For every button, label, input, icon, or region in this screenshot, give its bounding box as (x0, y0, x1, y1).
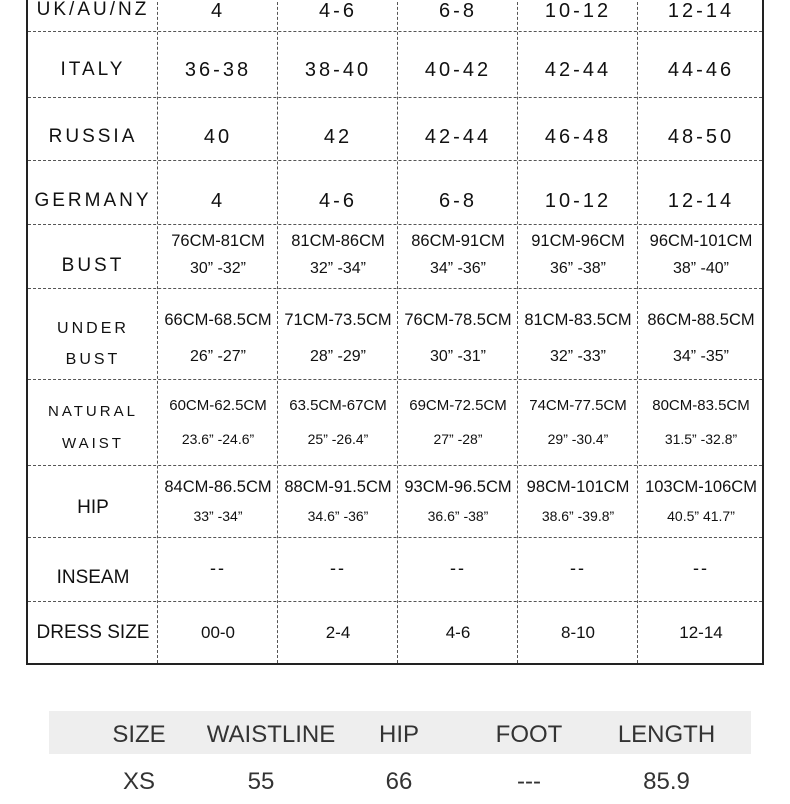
cell (278, 0, 398, 31)
measurement-table-header (49, 711, 751, 754)
chart-row-bust (28, 224, 762, 289)
cell (398, 0, 518, 31)
column-divider (517, 0, 518, 663)
cell (518, 160, 638, 224)
cell-inch-value: 36” -38” (549, 260, 607, 277)
cell (518, 0, 638, 31)
cell (158, 601, 278, 663)
cell-cm-value: 81CM-83.5CM (524, 311, 632, 329)
cell-cm-value: 91CM-96CM (531, 232, 625, 250)
row-label-cell (28, 537, 158, 601)
cell-inch-value: 36.6” -38” (427, 508, 489, 524)
cell (158, 160, 278, 224)
row-label-cell (28, 379, 158, 465)
cell-inch-value: 32” -34” (309, 260, 367, 277)
size-conversion-chart (26, 0, 764, 665)
cell-value: 12-14 (667, 190, 735, 212)
chart-row-hip (28, 465, 762, 538)
cell-inch-value: 23.6” -24.6” (181, 431, 255, 447)
cell-value: -- (450, 558, 466, 578)
cell-cm-value: 63.5CM-67CM (289, 397, 387, 414)
cell-value: 10-12 (544, 190, 612, 212)
header-hip: HIP (378, 721, 419, 748)
cell (638, 224, 764, 288)
table-row (49, 760, 751, 804)
cell (158, 537, 278, 601)
cell-inch-value: 33” -34” (193, 508, 243, 524)
cell-value: -- (210, 558, 226, 578)
row-label-cell (28, 160, 158, 224)
cell-inch-value: 38.6” -39.8” (541, 508, 615, 524)
cell (638, 465, 764, 537)
cell-value: 44-46 (667, 59, 735, 81)
cell (638, 601, 764, 663)
cell-cm-value: 69CM-72.5CM (409, 397, 507, 414)
cell-value: 40-42 (424, 59, 492, 81)
column-divider (397, 0, 398, 663)
row-label-cell (28, 0, 158, 31)
cell (398, 224, 518, 288)
row-label: BUST (65, 351, 121, 368)
cell (278, 97, 398, 160)
cell-value: 4-6 (319, 190, 357, 212)
cell (278, 224, 398, 288)
chart-row-under-bust (28, 288, 762, 380)
cell-value: 42 (323, 126, 353, 148)
chart-row-inseam (28, 537, 762, 602)
cell (398, 160, 518, 224)
header-waistline: WAISTLINE (206, 721, 336, 748)
cell-foot: --- (517, 768, 541, 795)
cell (638, 0, 764, 31)
cell (278, 465, 398, 537)
cell-inch-value: 30” -32” (189, 260, 247, 277)
row-label: NATURAL (48, 403, 138, 420)
cell (518, 601, 638, 663)
cell (518, 537, 638, 601)
cell (638, 288, 764, 379)
cell (278, 601, 398, 663)
cell-inch-value: 32” -33” (549, 348, 607, 365)
cell-inch-value: 28” -29” (309, 348, 367, 365)
cell-cm-value: 88CM-91.5CM (284, 478, 392, 496)
cell-cm-value: 98CM-101CM (526, 478, 630, 496)
chart-row-natural-waist (28, 379, 762, 466)
cell (278, 31, 398, 97)
header-size: SIZE (112, 721, 166, 748)
cell-inch-value: 34.6” -36” (307, 508, 369, 524)
cell (518, 224, 638, 288)
cell-cm-value: 74CM-77.5CM (529, 397, 627, 414)
cell (638, 31, 764, 97)
cell-inch-value: 34” -36” (429, 260, 487, 277)
cell-value: 6-8 (439, 190, 477, 212)
cell-value: 00-0 (200, 623, 236, 642)
cell-cm-value: 76CM-78.5CM (404, 311, 512, 329)
cell-value: 48-50 (667, 126, 735, 148)
cell (518, 465, 638, 537)
cell (398, 97, 518, 160)
row-label: HIP (77, 497, 109, 518)
cell (278, 160, 398, 224)
cell (158, 97, 278, 160)
chart-row-germany (28, 160, 762, 225)
column-divider (277, 0, 278, 663)
chart-row-uk-au-nz (28, 0, 762, 32)
cell-cm-value: 60CM-62.5CM (169, 397, 267, 414)
cell-inch-value: 27” -28” (433, 431, 483, 447)
cell (158, 224, 278, 288)
cell-value: 12-14 (667, 0, 735, 22)
cell-inch-value: 40.5” 41.7” (667, 508, 735, 524)
cell (518, 288, 638, 379)
row-label: GERMANY (34, 190, 152, 211)
row-label: DRESS SIZE (36, 622, 150, 643)
cell (518, 31, 638, 97)
cell (638, 160, 764, 224)
cell (398, 601, 518, 663)
cell-inch-value: 34” -35” (672, 348, 730, 365)
cell-value: 42-44 (544, 59, 612, 81)
cell (158, 465, 278, 537)
cell-cm-value: 81CM-86CM (291, 232, 385, 250)
cell-value: -- (330, 558, 346, 578)
cell-value: 8-10 (560, 623, 596, 642)
cell-cm-value: 71CM-73.5CM (284, 311, 392, 329)
column-divider (637, 0, 638, 663)
cell (518, 97, 638, 160)
cell-value: 12-14 (679, 623, 723, 642)
cell-cm-value: 86CM-91CM (411, 232, 505, 250)
cell (638, 537, 764, 601)
row-label: UNDER (57, 320, 129, 337)
row-label-cell (28, 601, 158, 663)
cell (518, 379, 638, 465)
cell (158, 0, 278, 31)
chart-row-russia (28, 97, 762, 161)
cell-inch-value: 31.5” -32.8” (664, 431, 738, 447)
header-length: LENGTH (617, 721, 716, 748)
cell-cm-value: 76CM-81CM (171, 232, 265, 250)
cell (398, 288, 518, 379)
cell-waistline: 55 (247, 768, 275, 795)
cell-cm-value: 96CM-101CM (649, 232, 753, 250)
cell-inch-value: 38” -40” (672, 260, 730, 277)
cell-value: 10-12 (544, 0, 612, 22)
cell-value: 4-6 (445, 623, 471, 642)
row-label: INSEAM (56, 567, 130, 588)
cell-value: 4 (210, 190, 226, 212)
column-divider (157, 0, 158, 663)
cell-value: 46-48 (544, 126, 612, 148)
cell (278, 537, 398, 601)
cell (398, 31, 518, 97)
cell-cm-value: 66CM-68.5CM (164, 311, 272, 329)
cell-cm-value: 86CM-88.5CM (647, 311, 755, 329)
cell (398, 465, 518, 537)
cell-hip: 66 (385, 768, 413, 795)
row-label-cell (28, 288, 158, 379)
cell-value: 42-44 (424, 126, 492, 148)
cell-value: -- (570, 558, 586, 578)
cell-value: 2-4 (325, 623, 351, 642)
cell-value: 36-38 (184, 59, 252, 81)
row-label-cell (28, 224, 158, 288)
cell-value: 38-40 (304, 59, 372, 81)
cell-cm-value: 103CM-106CM (645, 478, 757, 496)
chart-row-italy (28, 31, 762, 98)
cell-length: 85.9 (643, 768, 690, 795)
row-label-cell (28, 97, 158, 160)
cell-value: -- (693, 558, 709, 578)
cell (158, 379, 278, 465)
cell-inch-value: 26” -27” (189, 348, 247, 365)
row-label: UK/AU/NZ (36, 0, 150, 20)
row-label-cell (28, 465, 158, 537)
cell (278, 288, 398, 379)
row-label: BUST (61, 255, 125, 276)
cell (278, 379, 398, 465)
cell (638, 379, 764, 465)
cell-cm-value: 93CM-96.5CM (404, 478, 512, 496)
cell-value: 6-8 (439, 0, 477, 22)
cell-cm-value: 80CM-83.5CM (652, 397, 750, 414)
chart-row-dress-size (28, 601, 762, 663)
row-label: WAIST (62, 435, 124, 452)
row-label-cell (28, 31, 158, 97)
cell-value: 4-6 (319, 0, 357, 22)
header-foot: FOOT (495, 721, 563, 748)
cell-size: XS (122, 768, 155, 795)
row-label: RUSSIA (48, 126, 138, 147)
cell (398, 537, 518, 601)
cell-inch-value: 29” -30.4” (547, 431, 609, 447)
row-label: ITALY (60, 59, 126, 80)
cell (158, 288, 278, 379)
cell-value: 40 (203, 126, 233, 148)
cell-value: 4 (210, 0, 226, 22)
cell (158, 31, 278, 97)
cell-inch-value: 30” -31” (429, 348, 487, 365)
cell-inch-value: 25” -26.4” (307, 431, 369, 447)
cell (638, 97, 764, 160)
cell-cm-value: 84CM-86.5CM (164, 478, 272, 496)
cell (398, 379, 518, 465)
